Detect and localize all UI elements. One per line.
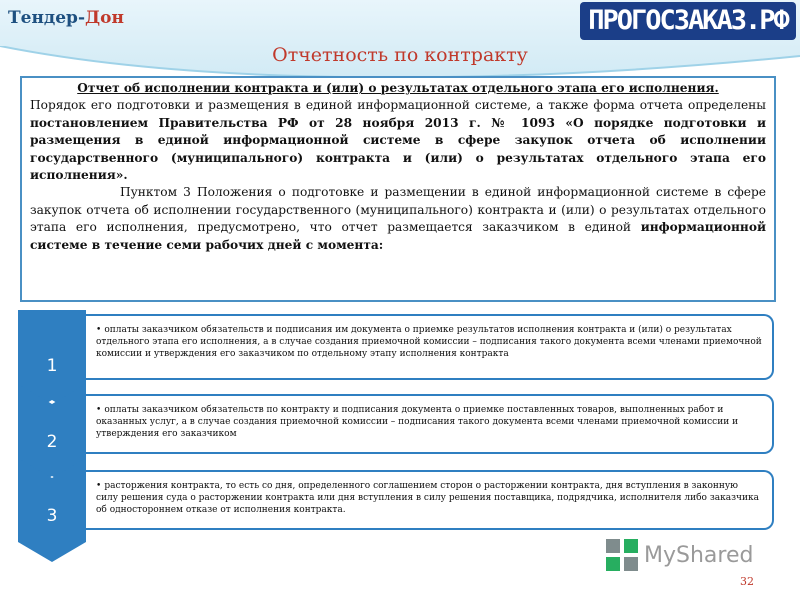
report-paragraph-1: [30, 97, 766, 184]
step-text-2: [96, 404, 762, 440]
step-box-3: [84, 470, 774, 530]
step-1-description: оплаты заказчиком обязательств и подписания им документа о приемке результатов исполнения контракта и (или) о результатах отдельного этапа его исполнения, а в случае создания приемочной комиссии – подписания такого документа всеми членами приемочной комиссии и утверждения его заказчиком по отдельному этапу исполнения контракта: [96, 325, 762, 359]
step-number-2: 2: [46, 432, 58, 452]
step-2-description: оплаты заказчиком обязательств по контракту и подписания документа о приемке поставленных товаров, выполненных работ и оказанных услуг, а в случае создания приемочной комиссии – подписания такого документа всеми членами приемочной комиссии и утверждения его заказчиком: [96, 405, 739, 439]
brand-part1: Тендер-: [8, 8, 85, 28]
brand-part2: Дон: [85, 8, 124, 28]
bullet-icon: •: [96, 481, 102, 491]
p1-bold-text: постановлением Правительства РФ от 28 ноября 2013 г. № 1093 «О порядке подготовки и размещения в единой информационной системе в сфере закупок отчета об исполнении государственного (муниципального) контракта и (или) о результатах отдельного этапа его исполнения».: [30, 115, 766, 183]
report-title: Отчет об исполнении контракта и (или) о результатах отдельного этапа его исполнения.: [77, 81, 719, 95]
bullet-icon: •: [96, 405, 102, 415]
step-box-1: [84, 314, 774, 380]
page-number: 32: [740, 575, 754, 588]
step-3-description: расторжения контракта, то есть со дня, определенного соглашением сторон о расторжении контракта, дня вступления в законную силу решения суда о расторжении контракта или дня вступления в силу решения поставщика, подрядчика, исполнителя либо заказчика об одностороннем отказе от исполнения контракта.: [96, 481, 759, 515]
myshared-logo: [604, 537, 764, 577]
myshared-logo-text: MyShared: [644, 543, 754, 568]
p1-text: Порядок его подготовки и размещения в единой информационной системе, а также форма отчета определены: [30, 98, 766, 113]
step-text-3: [96, 480, 762, 516]
brand-title: [8, 8, 124, 28]
p2-bold-text: информационной системе в течение семи рабочих дней с момента:: [30, 220, 766, 252]
report-paragraph-2: [30, 184, 766, 254]
progoszakaz-logo: [580, 2, 796, 40]
p2-text: Пунктом 3 Положения о подготовке и размещении в единой информационной системе в сфере закупок отчета об исполнении государственного (муниципального) контракта и (или) о результатах отдельного этапа его исполнения, предусмотрено, что отчет размещается заказчиком в единой: [30, 185, 766, 235]
report-textbox: [20, 76, 776, 302]
bullet-icon: •: [96, 325, 102, 335]
step-box-2: [84, 394, 774, 454]
step-text-1: [96, 324, 762, 360]
myshared-mark-icon: [604, 537, 640, 573]
logo-text: ПРОГОСЗАКАЗ.РФ: [588, 5, 788, 36]
slide-title: Отчетность по контракту: [272, 44, 528, 66]
step-number-1: 1: [46, 356, 58, 376]
step-number-3: 3: [46, 506, 58, 526]
